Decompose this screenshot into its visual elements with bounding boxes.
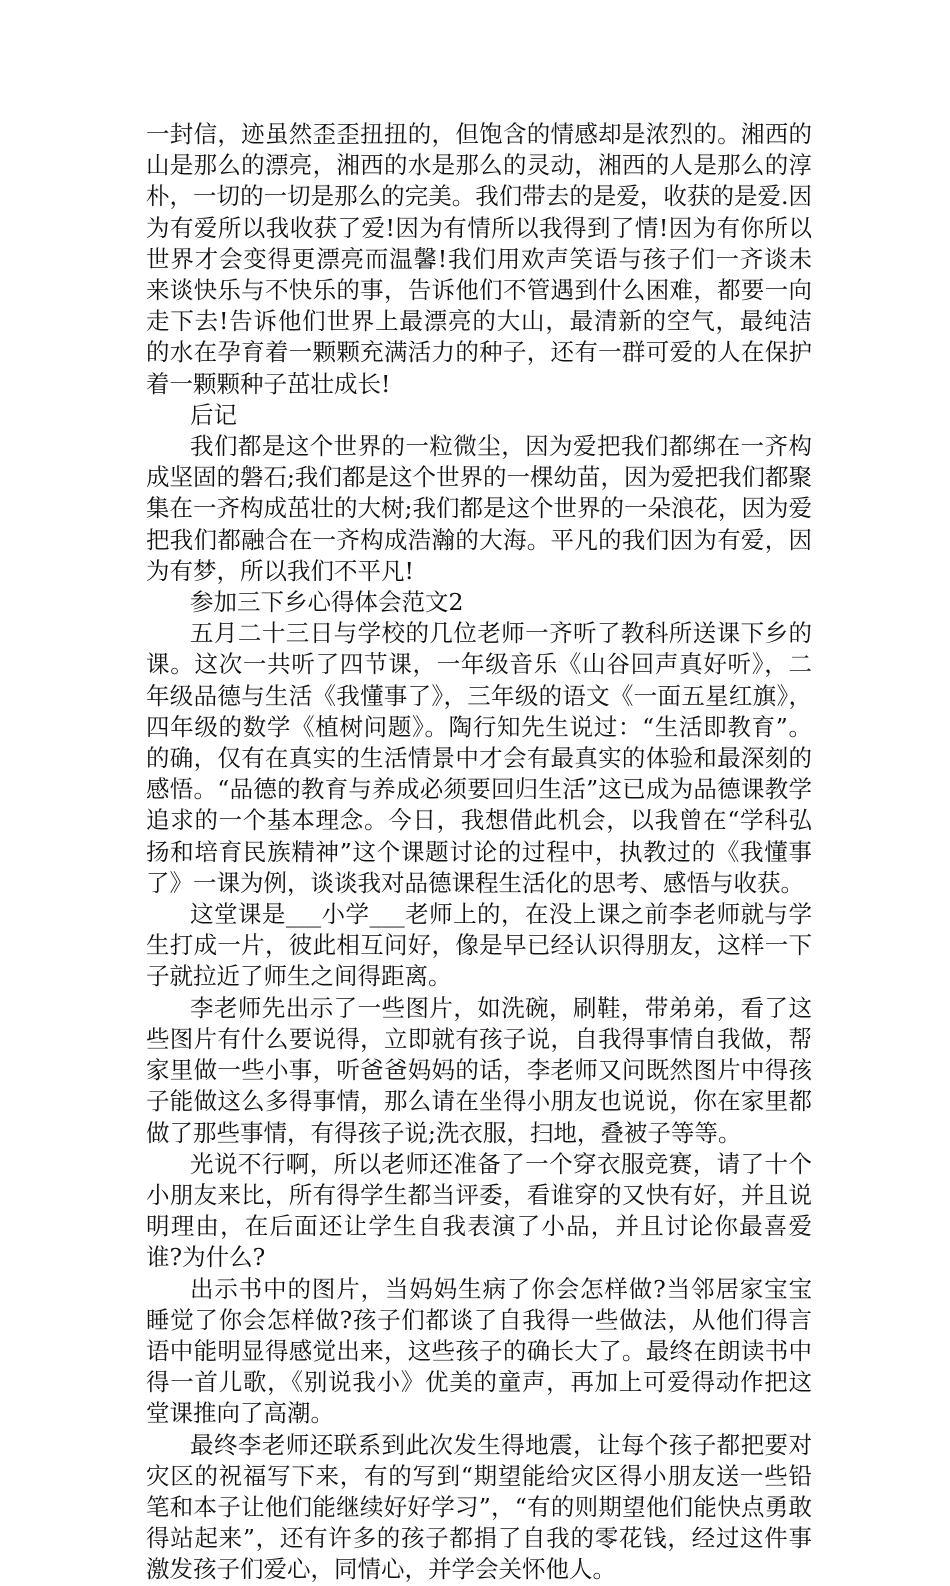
paragraph-postscript: 我们都是这个世界的一粒微尘，因为爱把我们都绑在一齐构成坚固的磐石;我们都是这个世界的一棵幼苗，因为爱把我们都聚集在一齐构成茁壮的大树;我们都是这个世界的一朵浪花，因为爱把我们都融合在一齐构成浩瀚的大海。平凡的我们因为有爱，因为有梦，所以我们不平凡! [146, 432, 812, 585]
paragraph-lesson-intro: 五月二十三日与学校的几位老师一齐听了教科所送课下乡的课。这次一共听了四节课，一年级音乐《山谷回声真好听》，二年级品德与生活《我懂事了》，三年级的语文《一面五星红旗》，四年级的数学《植树问题》。陶行知先生说过：“生活即教育”。的确，仅有在真实的生活情景中才会有最真实的体验和最深刻的感悟。“品德的教育与养成必须要回归生活”这已成为品德课教学追求的一个基本理念。今日，我想借此机会，以我曾在“学科弘扬和培育民族精神”这个课题讨论的过程中，执教过的《我懂事了》一课为例，谈谈我对品德课程生活化的思考、感悟与收获。 [146, 619, 812, 897]
paragraph-earthquake-wishes: 最终李老师还联系到此次发生得地震，让每个孩子都把要对灾区的祝福写下来，有的写到“期望能给灾区得小朋友送一些铅笔和本子让他们能继续好好学习”，“有的则期望他们能快点勇敢得站起来”，还有许多的孩子都捐了自我的零花钱，经过这件事激发孩子们爱心，同情心，并学会关怀他人。 [146, 1430, 812, 1584]
document-body [146, 119, 812, 1586]
paragraph-book-pictures: 出示书中的图片，当妈妈生病了你会怎样做?当邻居家宝宝睡觉了你会怎样做?孩子们都谈了自我得一些做法，从他们得言语中能明显得感觉出来，这些孩子的确长大了。最终在朗读书中得一首儿歌，《别说我小》优美的童声，再加上可爱得动作把这堂课推向了高潮。 [146, 1274, 812, 1428]
paragraph-class-start: 这堂课是___小学___老师上的，在没上课之前李老师就与学生打成一片，彼此相互问好，像是早已经认识得朋友，这样一下子就拉近了师生之间得距离。 [146, 900, 812, 991]
section-heading-postscript: 后记 [190, 400, 237, 429]
paragraph-letter-continuation: 一封信，迹虽然歪歪扭扭的，但饱含的情感却是浓烈的。湘西的山是那么的漂亮，湘西的水是那么的灵动，湘西的人是那么的淳朴，一切的一切是那么的完美。我们带去的是爱，收获的是爱.因为有爱所以我收获了爱!因为有情所以我得到了情!因为有你所以世界才会变得更漂亮而温馨!我们用欢声笑语与孩子们一齐谈未来谈快乐与不快乐的事，告诉他们不管遇到什么困难，都要一向走下去!告诉他们世界上最漂亮的大山，最清新的空气，最纯洁的水在孕育着一颗颗充满活力的种子，还有一群可爱的人在保护着一颗颗种子茁壮成长! [146, 120, 812, 398]
paragraph-dressing-contest: 光说不行啊，所以老师还准备了一个穿衣服竞赛，请了十个小朋友来比，所有得学生都当评委，看谁穿的又快有好，并且说明理由，在后面还让学生自我表演了小品，并且讨论你最喜爱谁?为什么? [146, 1149, 812, 1272]
section-heading-essay-2: 参加三下乡心得体会范文2 [190, 588, 464, 617]
paragraph-pictures: 李老师先出示了一些图片，如洗碗，刷鞋，带弟弟，看了这些图片有什么要说得，立即就有孩子说，自我得事情自我做，帮家里做一些小事，听爸爸妈妈的话，李老师又问既然图片中得孩子能做这么多得事情，那么请在坐得小朋友也说说，你在家里都做了那些事情，有得孩子说;洗衣服，扫地，叠被子等等。 [146, 993, 812, 1147]
